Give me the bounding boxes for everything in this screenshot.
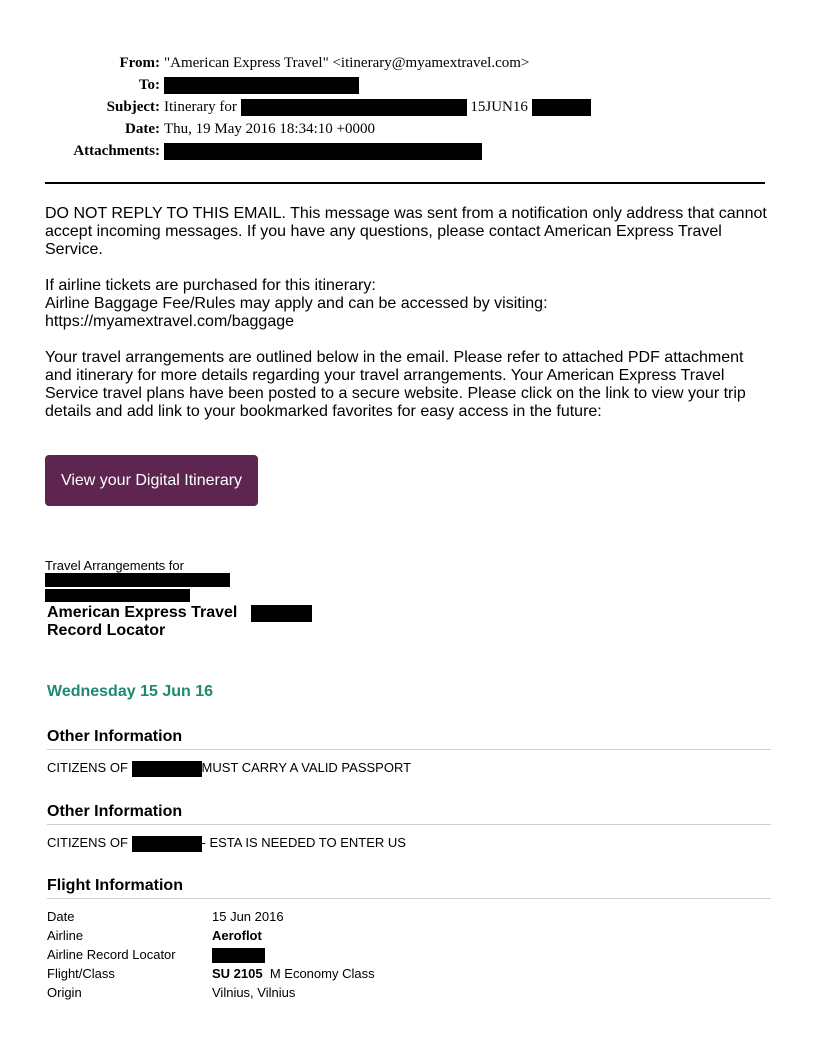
redacted-traveler-detail <box>45 589 190 602</box>
to-row <box>0 76 816 98</box>
email-body <box>45 205 770 439</box>
airline-label: Airline <box>47 928 84 943</box>
origin-value: Vilnius, Vilnius <box>212 985 296 1000</box>
baggage-notice <box>45 277 770 331</box>
arrangements-intro: Your travel arrangements are outlined below in the email. Please refer to attached PDF attachment and itinerary for more details regarding your travel arrangements. Your American Express Travel Service travel plans have been posted to a secure website. Please click on the link to view your trip details and add link to your bookmarked favorites for easy access in the future: <box>45 349 746 420</box>
section-text <box>47 833 771 852</box>
redacted-recipient <box>164 77 359 94</box>
travel-arrangements-label: Travel Arrangements for <box>45 558 184 573</box>
from-row <box>0 54 816 76</box>
from-label: From: <box>119 55 160 71</box>
flight-row-date <box>47 907 771 926</box>
redacted-record-locator <box>251 605 312 622</box>
section-title: Other Information <box>47 727 771 750</box>
other-information-section-2 <box>47 802 771 852</box>
subject-value <box>164 98 591 116</box>
flight-details-table <box>47 907 771 1002</box>
header-divider <box>45 182 765 184</box>
date-row <box>0 120 816 142</box>
baggage-line-1: If airline tickets are purchased for this itinerary: <box>45 277 376 294</box>
citizens-prefix: CITIZENS OF <box>47 760 128 775</box>
to-label: To: <box>138 77 160 93</box>
redacted-traveler-name <box>45 573 230 587</box>
airline-value: Aeroflot <box>212 928 262 943</box>
redacted-country <box>132 761 202 777</box>
airline-record-locator-value <box>212 945 265 964</box>
subject-label: Subject: <box>106 99 160 115</box>
attachments-row <box>0 142 816 164</box>
redacted-attachment[interactable] <box>164 143 482 160</box>
record-locator-line-1: American Express Travel <box>47 604 238 621</box>
to-value <box>164 76 359 94</box>
other-information-section-1 <box>47 727 771 777</box>
section-text <box>47 758 771 777</box>
date-label: Date: <box>125 121 160 137</box>
record-locator-line-2: Record Locator <box>47 622 166 639</box>
citizens-suffix: - ESTA IS NEEDED TO ENTER US <box>201 835 406 850</box>
record-locator-heading <box>47 604 237 640</box>
from-value: "American Express Travel" <itinerary@myamextravel.com> <box>164 55 530 71</box>
attachments-label: Attachments: <box>73 143 160 159</box>
flight-date-label: Date <box>47 909 75 924</box>
section-title: Flight Information <box>47 876 771 899</box>
subject-date: 15JUN16 <box>470 99 528 115</box>
citizens-prefix: CITIZENS OF <box>47 835 128 850</box>
flight-date-value: 15 Jun 2016 <box>212 909 284 924</box>
flight-row-class <box>47 964 771 983</box>
baggage-url[interactable]: https://myamextravel.com/baggage <box>45 313 295 330</box>
subject-row <box>0 98 816 120</box>
flight-information-section <box>47 876 771 1002</box>
subject-prefix: Itinerary for <box>164 99 237 115</box>
email-header <box>0 54 816 164</box>
date-value: Thu, 19 May 2016 18:34:10 +0000 <box>164 121 375 137</box>
redacted-airline-locator <box>212 948 265 963</box>
flight-class-value <box>212 964 375 983</box>
attachments-value[interactable] <box>164 142 482 160</box>
view-digital-itinerary-button[interactable]: View your Digital Itinerary <box>45 455 258 506</box>
baggage-line-2: Airline Baggage Fee/Rules may apply and can be accessed by visiting: <box>45 295 548 312</box>
redacted-subject-suffix <box>532 99 591 116</box>
origin-label: Origin <box>47 985 82 1000</box>
flight-class-label: Flight/Class <box>47 966 115 981</box>
cabin-class: M Economy Class <box>269 966 375 981</box>
flight-row-origin <box>47 983 771 1002</box>
section-title: Other Information <box>47 802 771 825</box>
citizens-suffix: MUST CARRY A VALID PASSPORT <box>201 760 412 775</box>
redacted-country <box>132 836 202 852</box>
redacted-subject-name <box>241 99 467 116</box>
airline-record-locator-label: Airline Record Locator <box>47 947 176 962</box>
no-reply-notice: DO NOT REPLY TO THIS EMAIL. This message was sent from a notification only address that cannot accept incoming messages. If you have any questions, please contact American Express Travel Service. <box>45 205 767 258</box>
flight-row-record-locator <box>47 945 771 964</box>
flight-number: SU 2105 <box>212 966 263 981</box>
flight-row-airline <box>47 926 771 945</box>
travel-date-heading: Wednesday 15 Jun 16 <box>47 683 213 700</box>
